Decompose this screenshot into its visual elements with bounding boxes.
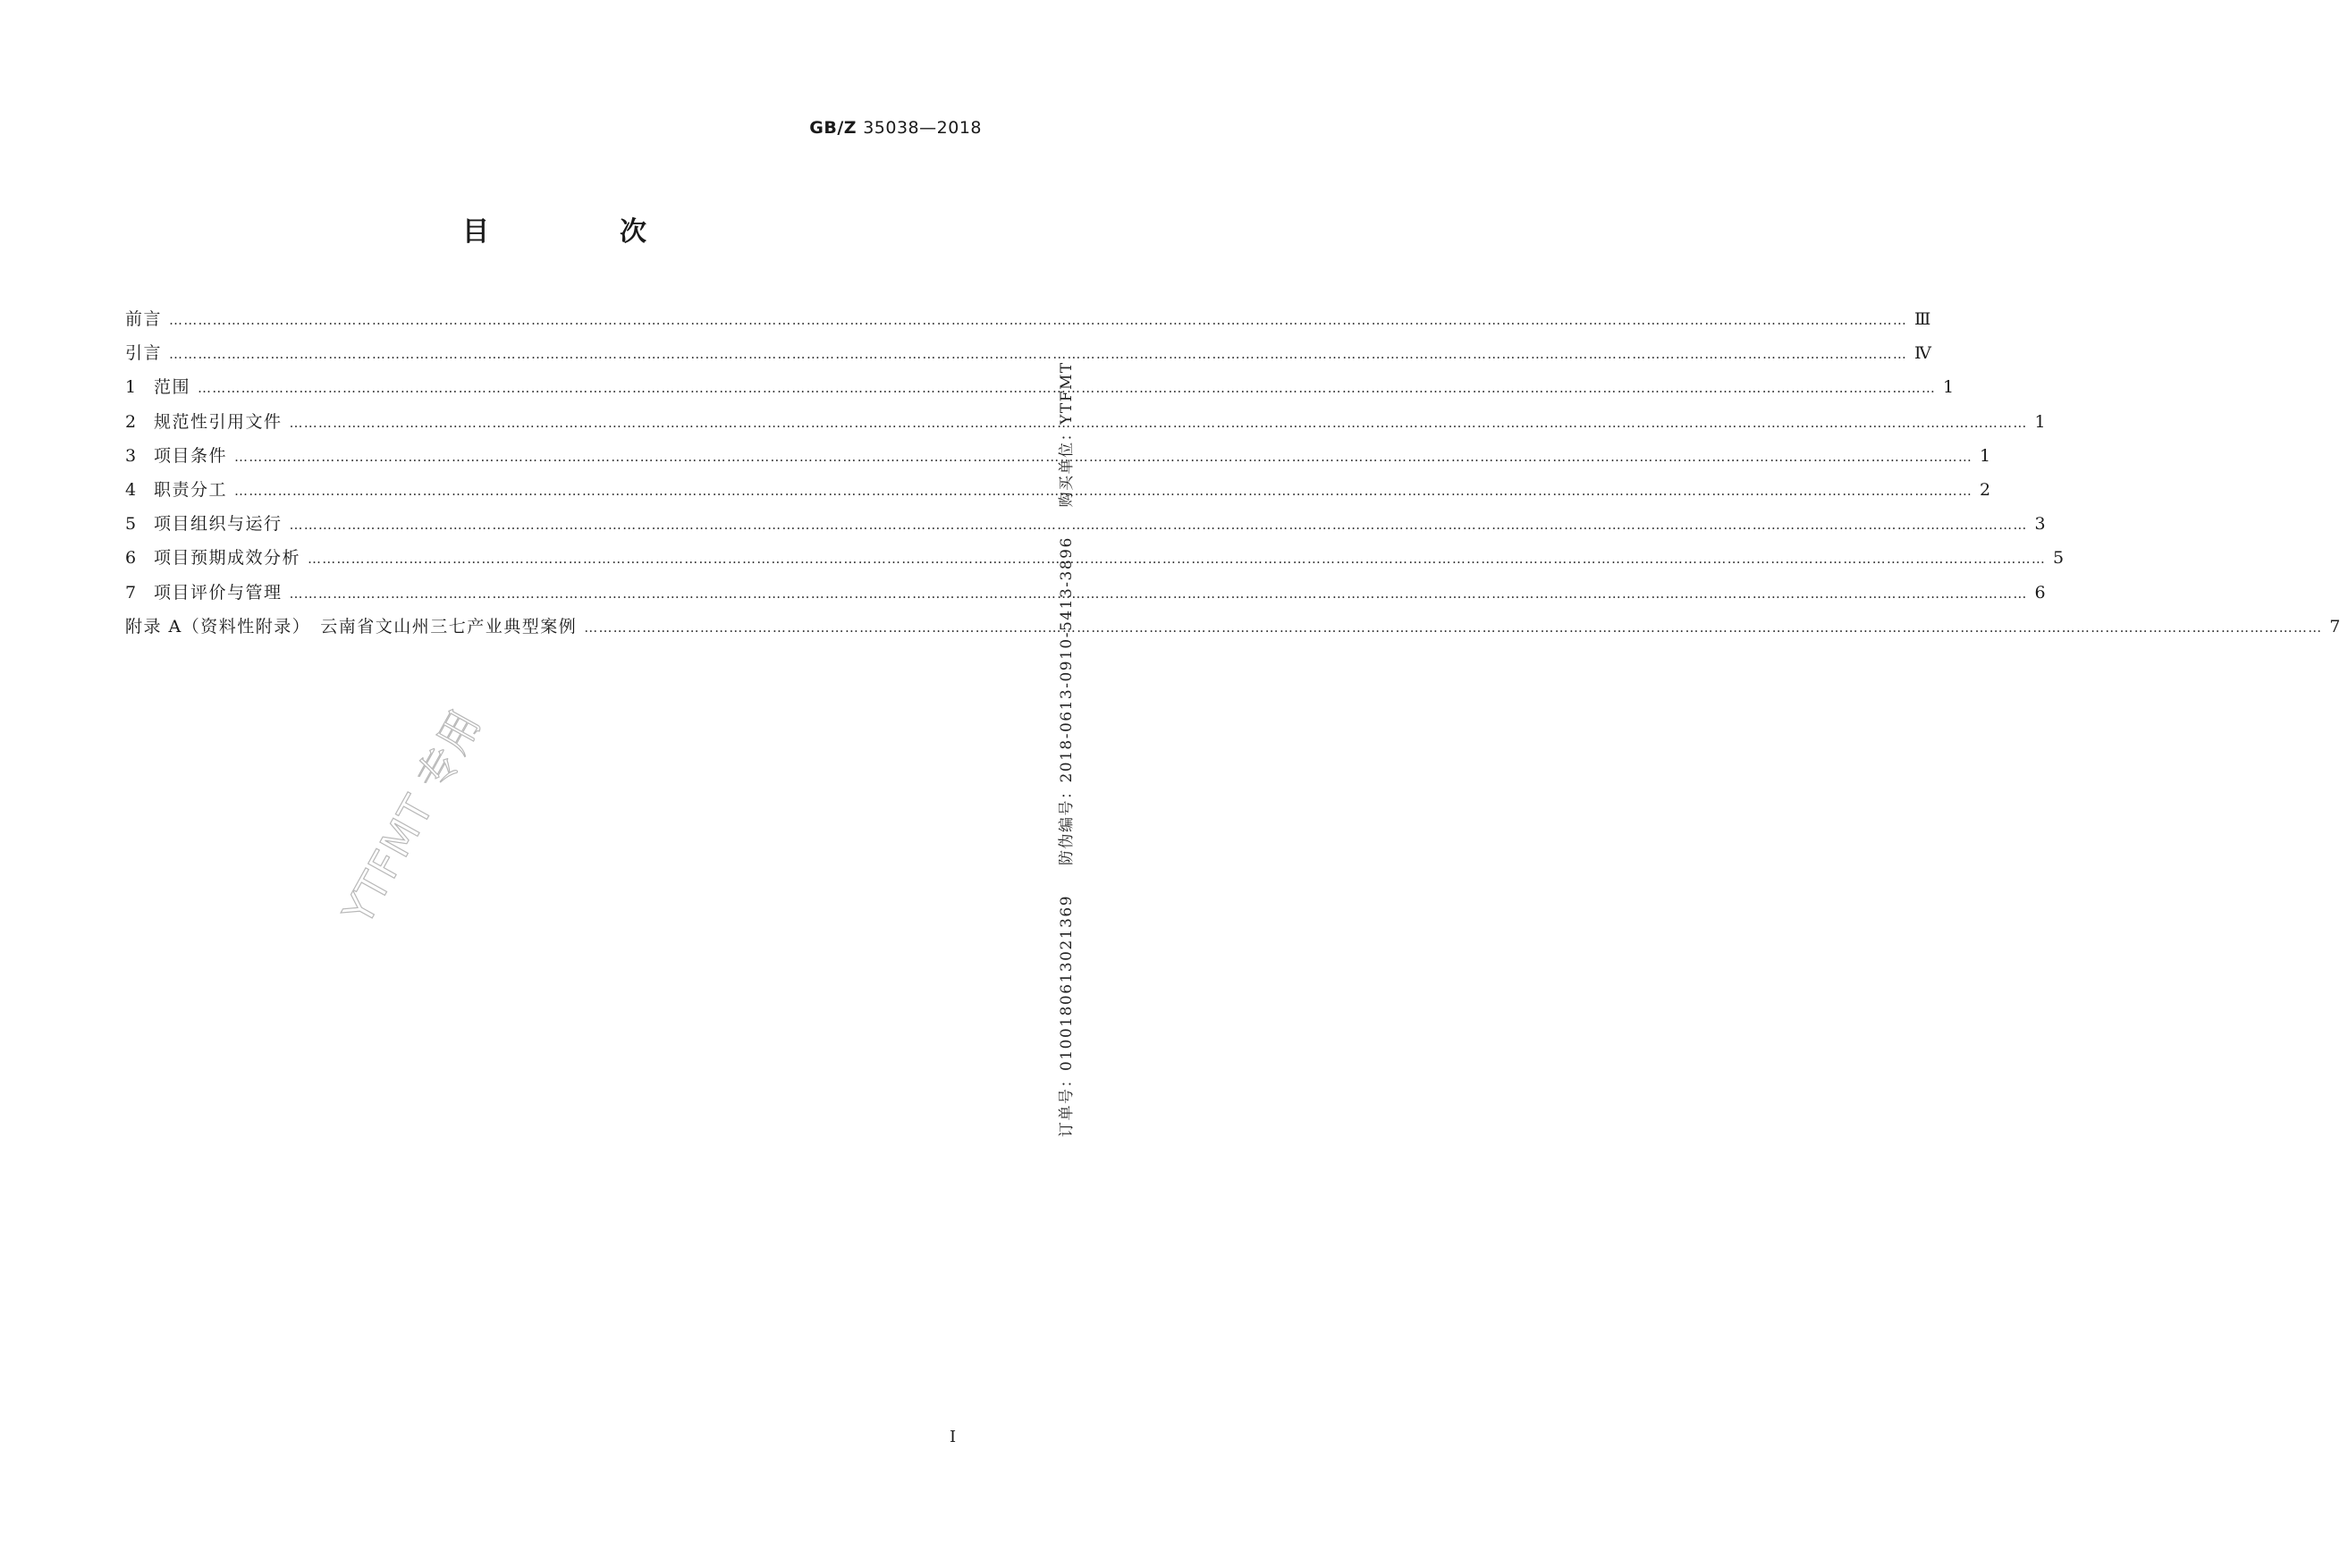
toc-entry-page: 2	[1980, 479, 1991, 500]
toc-entry-text: 附录 A（资料性附录） 云南省文山州三七产业典型案例	[125, 616, 578, 636]
toc-entry-number: 4	[125, 479, 137, 500]
toc-leader-dots: ………………………………………………………………………………………………………………………………………………………………………………………………………………………………………………………………………………………………………………………………	[584, 619, 2323, 636]
toc-leader-dots: ………………………………………………………………………………………………………………………………………………………………………………………………………………………………………………………………………………………………………………………………	[169, 312, 1908, 328]
toc-entry[interactable]	[125, 576, 2046, 610]
toc-entry-label	[125, 336, 162, 370]
toc-entry-label	[125, 302, 162, 336]
toc-entry-page: 1	[1980, 445, 1991, 466]
toc-entry-page: 6	[2034, 582, 2046, 603]
toc-entry-label	[125, 576, 283, 610]
toc-entry-page: 3	[2034, 514, 2046, 535]
toc-entry[interactable]	[125, 507, 2046, 541]
toc-entry-page: Ⅲ	[1914, 309, 1931, 329]
standard-code	[809, 118, 982, 138]
toc-entry-number: 1	[125, 377, 137, 398]
page-number: Ⅰ	[950, 1428, 957, 1446]
toc-entry-label	[125, 507, 283, 541]
toc-entry-text: 范围	[154, 377, 191, 398]
toc-entry-label	[125, 541, 300, 575]
toc-leader-dots: ………………………………………………………………………………………………………………………………………………………………………………………………………………………………………………………………………………………………………………………………	[289, 585, 2028, 602]
toc-leader-dots: ………………………………………………………………………………………………………………………………………………………………………………………………………………………………………………………………………………………………………………………………	[234, 482, 1973, 499]
toc-entry-text: 规范性引用文件	[154, 411, 283, 432]
toc-entry-label	[125, 473, 227, 507]
toc-entry-text: 职责分工	[154, 479, 228, 500]
toc-entry[interactable]	[125, 302, 1931, 336]
toc-entry-number: 3	[125, 445, 137, 466]
toc-entry-page: Ⅳ	[1914, 343, 1931, 364]
toc-entry-text: 项目组织与运行	[154, 514, 283, 535]
order-number: 订单号：0100180613021369	[1058, 894, 1076, 1137]
side-info-strip	[1053, 361, 1076, 1137]
toc-entry[interactable]	[125, 370, 1955, 404]
anti-counterfeit-number: 防伪编号：2018-0613-0910-5413-3896	[1058, 536, 1076, 866]
toc-entry-text: 引言	[125, 343, 163, 364]
toc-entry[interactable]	[125, 336, 1931, 370]
toc-leader-dots: ………………………………………………………………………………………………………………………………………………………………………………………………………………………………………………………………………………………………………………………………	[289, 517, 2028, 534]
toc-entry-label	[125, 405, 283, 439]
toc-leader-dots: ………………………………………………………………………………………………………………………………………………………………………………………………………………………………………………………………………………………………………………………………	[169, 346, 1908, 363]
toc-entry-number: 5	[125, 514, 137, 535]
toc-leader-dots: ………………………………………………………………………………………………………………………………………………………………………………………………………………………………………………………………………………………………………………………………	[308, 551, 2047, 568]
toc-entry-text: 项目条件	[154, 445, 228, 466]
toc-entry-number: 7	[125, 582, 137, 603]
toc-entry-label	[125, 439, 227, 473]
toc-entry-label	[125, 370, 190, 404]
toc-entry-number: 2	[125, 411, 137, 432]
toc-leader-dots: ………………………………………………………………………………………………………………………………………………………………………………………………………………………………………………………………………………………………………………………………	[198, 380, 1937, 397]
toc-entry-text: 项目评价与管理	[154, 582, 283, 603]
toc-entry[interactable]	[125, 610, 2340, 644]
standard-code-number: 35038—2018	[863, 118, 982, 138]
toc-entry-number: 6	[125, 548, 137, 569]
toc-entry-text: 项目预期成效分析	[154, 548, 301, 569]
toc-entry[interactable]	[125, 439, 1991, 473]
page-title: 目 次	[462, 216, 698, 248]
watermark: YTFMT 专用	[333, 701, 491, 932]
toc-entry-page: 1	[2034, 411, 2046, 432]
toc-entry[interactable]	[125, 541, 2065, 575]
toc-entry-page: 1	[1943, 377, 1955, 398]
toc-leader-dots: ………………………………………………………………………………………………………………………………………………………………………………………………………………………………………………………………………………………………………………………………	[234, 448, 1973, 465]
toc-entry-label	[125, 610, 577, 644]
toc-leader-dots: ………………………………………………………………………………………………………………………………………………………………………………………………………………………………………………………………………………………………………………………………	[289, 414, 2028, 431]
toc-entry[interactable]	[125, 473, 1991, 507]
standard-code-prefix: GB/Z	[809, 118, 857, 138]
purchaser: 购买单位：YTFMT	[1058, 361, 1076, 508]
toc-entry[interactable]	[125, 405, 2046, 439]
toc-entry-text: 前言	[125, 309, 163, 329]
toc-entry-page: 7	[2329, 616, 2340, 636]
toc-entry-page: 5	[2053, 548, 2065, 569]
